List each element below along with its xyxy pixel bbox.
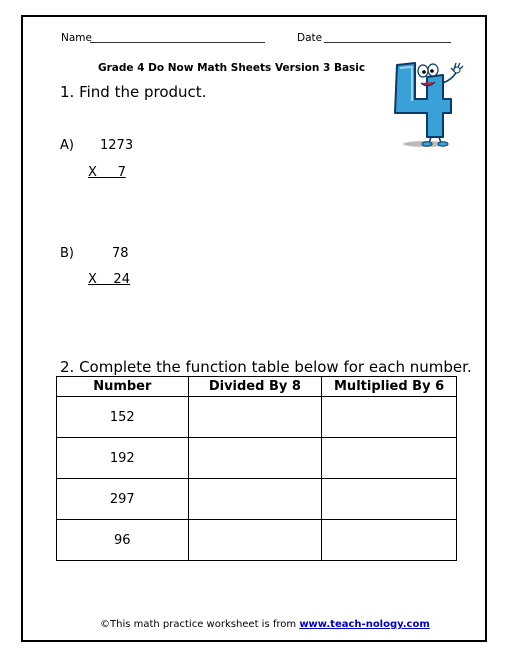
name-field-line[interactable] [90,42,265,43]
number-cell: 152 [57,397,189,438]
page-title: Grade 4 Do Now Math Sheets Version 3 Basic [98,62,366,74]
table-row [57,397,457,438]
divided-answer-cell[interactable] [188,479,322,520]
divided-answer-cell[interactable] [188,438,322,479]
multiplied-answer-cell[interactable] [322,520,457,561]
table-row [57,520,457,561]
problem-a-label: A) [60,138,74,153]
problem-b-multiplier: X 24 [88,272,130,287]
problem-a-multiplicand: 1273 [100,138,134,153]
number-cell: 297 [57,479,189,520]
header-multiplied-by-6: Multiplied By 6 [322,377,457,397]
footer-link[interactable]: www.teach-nology.com [299,619,430,630]
question-1-prompt: 1. Find the product. [60,83,207,101]
header-number: Number [57,377,189,397]
number-cell: 192 [57,438,189,479]
number-cell: 96 [57,520,189,561]
table-row [57,479,457,520]
problem-b-multiplicand: 78 [112,246,129,261]
date-label: Date [297,32,323,44]
footer-text: ©This math practice worksheet is from [100,619,300,630]
number-four-mascot-icon [385,55,475,150]
function-table [56,376,457,561]
date-field-line[interactable] [324,42,451,43]
divided-answer-cell[interactable] [188,397,322,438]
multiplied-answer-cell[interactable] [322,397,457,438]
table-row [57,438,457,479]
divided-answer-cell[interactable] [188,520,322,561]
multiplied-answer-cell[interactable] [322,438,457,479]
problem-a-multiplier: X 7 [88,165,126,180]
table-header-row [57,377,457,397]
multiplied-answer-cell[interactable] [322,479,457,520]
problem-b-label: B) [60,246,74,261]
question-2-prompt: 2. Complete the function table below for each number. [60,358,472,376]
name-label: Name [61,32,92,44]
header-divided-by-8: Divided By 8 [188,377,322,397]
footer-credit [100,619,430,630]
